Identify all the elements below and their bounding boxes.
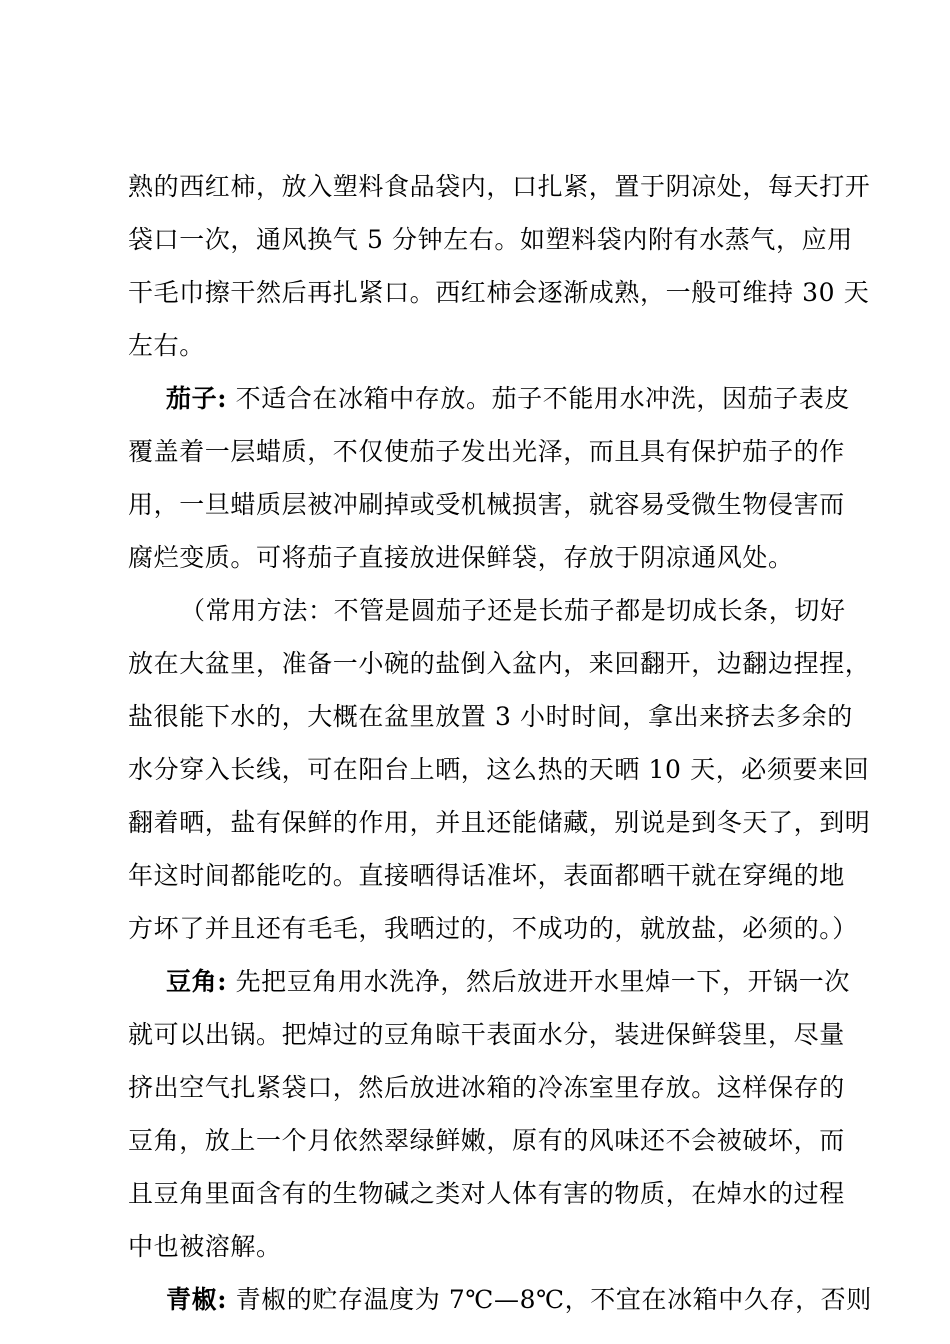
- text-line: 就可以出锅。把焯过的豆角晾干表面水分，装进保鲜袋里，尽量: [128, 1020, 845, 1049]
- text-line: 左右。: [128, 331, 205, 360]
- beans-first-line: 先把豆角用水洗净，然后放进开水里焯一下，开锅一次: [227, 967, 850, 996]
- common-method-paragraph: [128, 584, 871, 955]
- eggplant-paragraph: [128, 372, 850, 584]
- text-line: 腐烂变质。可将茄子直接放进保鲜袋，存放于阴凉通风处。: [128, 543, 794, 572]
- text-line: 挤出空气扎紧袋口，然后放进冰箱的冷冻室里存放。这样保存的: [128, 1073, 845, 1102]
- document-page: [128, 160, 872, 1326]
- text-line: 且豆角里面含有的生物碱之类对人体有害的物质，在焯水的过程: [128, 1179, 845, 1208]
- text-line: 年这时间都能吃的。直接晒得话准坏，表面都晒干就在穿绳的地: [128, 861, 845, 890]
- text-line: 覆盖着一层蜡质，不仅使茄子发出光泽，而且具有保护茄子的作: [128, 437, 845, 466]
- text-line: [128, 955, 850, 1008]
- text-line: 水分穿入长线，可在阳台上晒，这么热的天晒 10 天，必须要来回: [128, 755, 870, 784]
- text-line: 干毛巾擦干然后再扎紧口。西红柿会逐渐成熟，一般可维持 30 天: [128, 278, 870, 307]
- text-line: 袋口一次，通风换气 5 分钟左右。如塑料袋内附有水蒸气，应用: [128, 225, 853, 254]
- tomato-paragraph: [128, 160, 871, 372]
- pepper-term: 青椒:: [166, 1285, 228, 1314]
- text-line: 中也被溶解。: [128, 1232, 282, 1261]
- text-line: 放在大盆里，准备一小碗的盐倒入盆内，来回翻开，边翻边捏捏，: [128, 649, 871, 678]
- pepper-first-line: 青椒的贮存温度为 7℃—8℃，不宜在冰箱中久存，否则: [227, 1285, 872, 1314]
- text-line: （常用方法：不管是圆茄子还是长茄子都是切成长条，切好: [180, 596, 846, 625]
- text-line: 方坏了并且还有毛毛，我晒过的，不成功的，就放盐，必须的。）: [128, 914, 858, 943]
- text-line: [128, 1273, 872, 1326]
- text-line: 熟的西红柿，放入塑料食品袋内，口扎紧，置于阴凉处，每天打开: [128, 172, 871, 201]
- text-line: [128, 372, 850, 425]
- beans-paragraph: [128, 955, 850, 1273]
- pepper-paragraph: [128, 1273, 872, 1326]
- text-line: 翻着晒，盐有保鲜的作用，并且还能储藏，别说是到冬天了，到明: [128, 808, 871, 837]
- text-line: 豆角，放上一个月依然翠绿鲜嫩，原有的风味还不会被破坏，而: [128, 1126, 845, 1155]
- eggplant-first-line: 不适合在冰箱中存放。茄子不能用水冲洗，因茄子表皮: [227, 384, 850, 413]
- text-line: 盐很能下水的，大概在盆里放置 3 小时时间，拿出来挤去多余的: [128, 702, 853, 731]
- text-line: 用，一旦蜡质层被冲刷掉或受机械损害，就容易受微生物侵害而: [128, 490, 845, 519]
- beans-term: 豆角:: [166, 967, 228, 996]
- eggplant-term: 茄子:: [166, 384, 228, 413]
